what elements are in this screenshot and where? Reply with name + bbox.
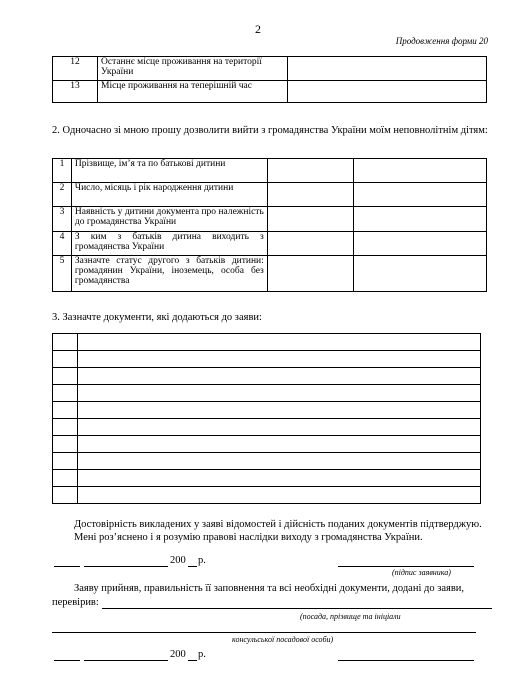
- doc-number-cell[interactable]: [53, 402, 78, 419]
- table-row: [53, 470, 481, 487]
- row-number: 2: [53, 183, 72, 207]
- child-cell[interactable]: [354, 207, 487, 232]
- child-cell[interactable]: [267, 207, 353, 232]
- child-cell[interactable]: [354, 256, 487, 292]
- applicant-signature-line[interactable]: [338, 566, 474, 567]
- table-row: [53, 351, 481, 368]
- doc-number-cell[interactable]: [53, 470, 78, 487]
- row-label: Зазначте статус другого з батьків дитини: громадянин України, іноземець, особа без громадянства: [71, 256, 267, 292]
- day-blank[interactable]: [54, 660, 80, 661]
- table-row: [53, 232, 487, 256]
- doc-name-cell[interactable]: [78, 368, 481, 385]
- row-number: 5: [53, 256, 72, 292]
- row-label: Наявність у дитини документа про належність до громадянства України: [71, 207, 267, 232]
- value-cell[interactable]: [288, 81, 487, 103]
- table-row: [53, 57, 487, 81]
- year-blank[interactable]: [188, 660, 197, 661]
- value-cell[interactable]: [288, 57, 487, 81]
- year-suffix: р.: [198, 649, 206, 660]
- page-number: 2: [255, 22, 261, 36]
- row-label: Місце проживання на теперішній час: [98, 81, 288, 103]
- child-cell[interactable]: [267, 256, 353, 292]
- position-caption: (посада, прізвище та ініціали: [300, 612, 401, 621]
- doc-name-cell[interactable]: [78, 419, 481, 436]
- year-prefix: 200: [170, 649, 186, 660]
- doc-number-cell[interactable]: [53, 419, 78, 436]
- child-cell[interactable]: [267, 232, 353, 256]
- confirmation-line-1: Достовірність викладених у заяві відомостей і дійсність поданих документів підтверджую.: [74, 519, 482, 530]
- section-3-heading: 3. Зазначте документи, які додаються до заяви:: [52, 312, 262, 323]
- doc-number-cell[interactable]: [53, 385, 78, 402]
- table-residence: [52, 56, 487, 103]
- doc-name-cell[interactable]: [78, 385, 481, 402]
- continuation-label: Продовження форми 20: [395, 36, 488, 46]
- year-suffix: р.: [198, 555, 206, 566]
- table-row: [53, 256, 487, 292]
- day-blank[interactable]: [54, 566, 80, 567]
- applicant-sign-caption: (підпис заявника): [392, 568, 451, 577]
- doc-name-cell[interactable]: [78, 334, 481, 351]
- doc-name-cell[interactable]: [78, 453, 481, 470]
- year-blank[interactable]: [188, 566, 197, 567]
- doc-number-cell[interactable]: [53, 487, 78, 504]
- doc-number-cell[interactable]: [53, 368, 78, 385]
- child-cell[interactable]: [267, 183, 353, 207]
- table-row: [53, 419, 481, 436]
- table-row: [53, 159, 487, 183]
- confirmation-line-2: Мені роз’яснено і я розумію правові наслідки виходу з громадянства України.: [74, 532, 423, 543]
- doc-number-cell[interactable]: [53, 453, 78, 470]
- row-number: 1: [53, 159, 72, 183]
- section-2-heading: 2. Одночасно зі мною прошу дозволити вийти з громадянства України моїм неповнолітнім дітям:: [52, 125, 488, 136]
- table-row: [53, 81, 487, 103]
- table-row: [53, 453, 481, 470]
- table-row: [53, 385, 481, 402]
- received-text: Заяву прийняв, правильність її заповнення та всі необхідні документи, додані до заяви,: [74, 583, 465, 594]
- doc-number-cell[interactable]: [53, 351, 78, 368]
- table-row: [53, 487, 481, 504]
- consular-caption: консульської посадової особи): [232, 635, 334, 644]
- doc-name-cell[interactable]: [78, 402, 481, 419]
- doc-name-cell[interactable]: [78, 487, 481, 504]
- row-number: 3: [53, 207, 72, 232]
- doc-number-cell[interactable]: [53, 334, 78, 351]
- table-row: [53, 368, 481, 385]
- row-number: 13: [53, 81, 98, 103]
- doc-name-cell[interactable]: [78, 351, 481, 368]
- doc-number-cell[interactable]: [53, 436, 78, 453]
- month-blank[interactable]: [84, 566, 168, 567]
- table-row: [53, 334, 481, 351]
- table-row: [53, 207, 487, 232]
- child-cell[interactable]: [354, 159, 487, 183]
- table-row: [53, 183, 487, 207]
- table-documents: [52, 333, 481, 504]
- row-number: 4: [53, 232, 72, 256]
- received-paragraph: [52, 582, 492, 595]
- row-number: 12: [53, 57, 98, 81]
- doc-name-cell[interactable]: [78, 470, 481, 487]
- child-cell[interactable]: [354, 232, 487, 256]
- official-position-line[interactable]: [102, 608, 492, 609]
- official-name-line[interactable]: [52, 632, 476, 633]
- child-cell[interactable]: [354, 183, 487, 207]
- row-label: Останнє місце проживання на території України: [98, 57, 288, 81]
- doc-name-cell[interactable]: [78, 436, 481, 453]
- year-prefix: 200: [170, 555, 186, 566]
- row-label: Прізвище, ім’я та по батькові дитини: [71, 159, 267, 183]
- month-blank[interactable]: [84, 660, 168, 661]
- table-row: [53, 402, 481, 419]
- official-signature-line[interactable]: [338, 660, 474, 661]
- table-row: [53, 436, 481, 453]
- checked-label: перевірив:: [52, 597, 99, 608]
- table-children: [52, 158, 487, 292]
- row-label: З ким з батьків дитина виходить з громадянства України: [71, 232, 267, 256]
- child-cell[interactable]: [267, 159, 353, 183]
- row-label: Число, місяць і рік народження дитини: [71, 183, 267, 207]
